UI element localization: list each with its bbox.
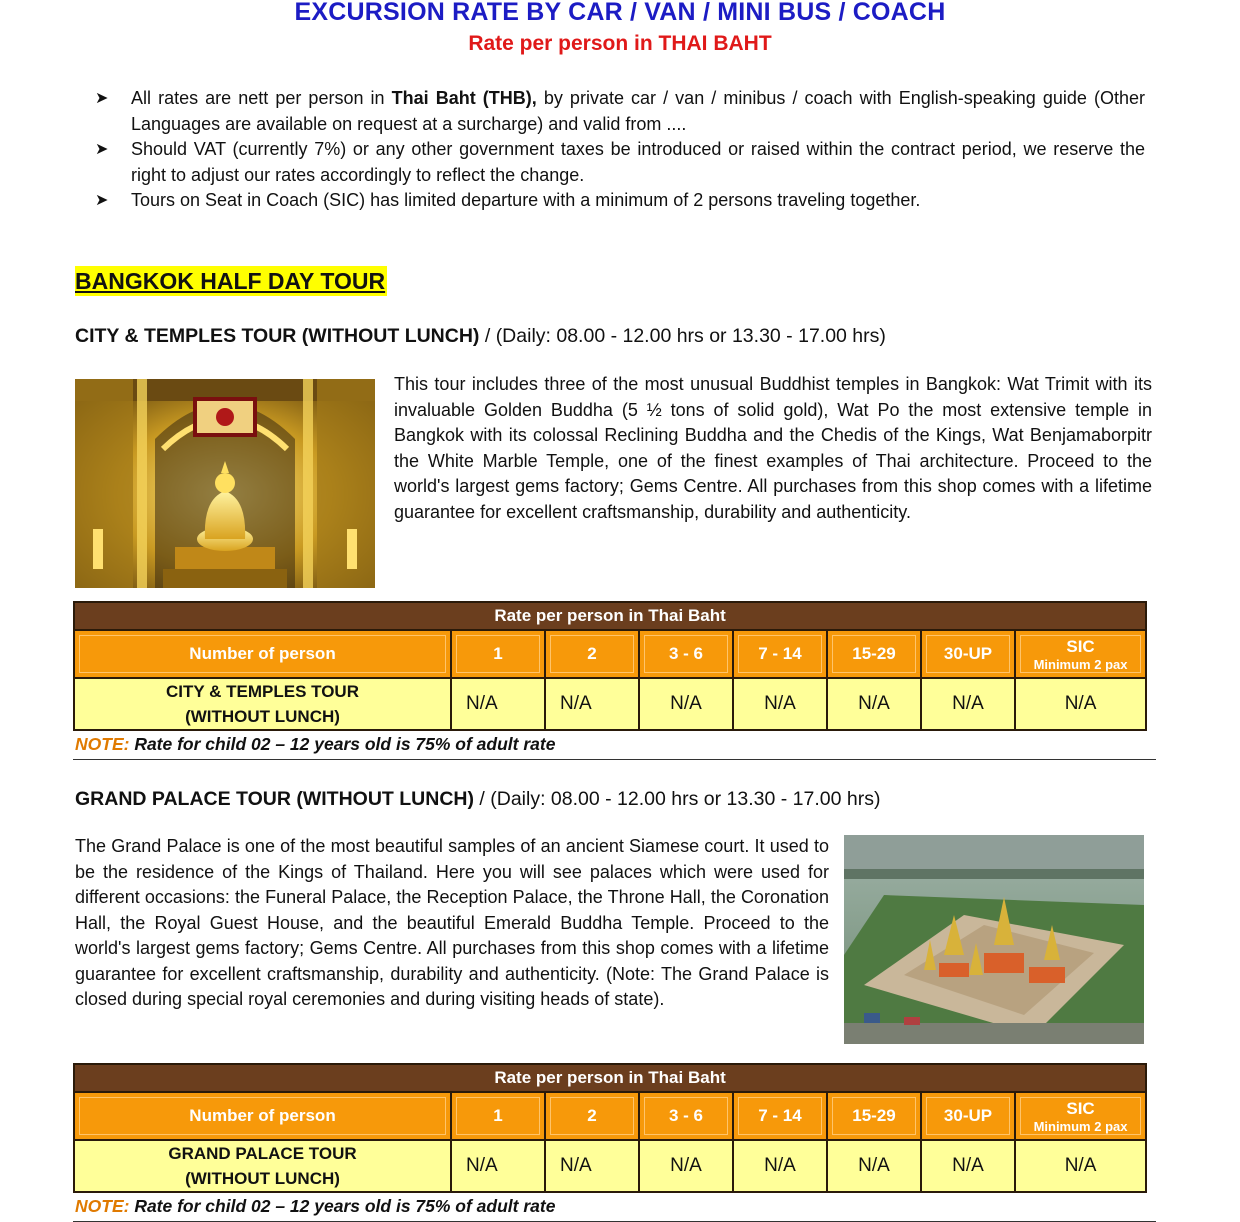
- terms-item: ➤ All rates are nett per person in Thai Baht (THB), by private car / van / minibus / coach with English-speaking guide (Other Languages are available on request at a surcharge) and valid from ....: [95, 86, 1145, 137]
- rate-cell: N/A: [1015, 678, 1146, 730]
- column-header: 2: [545, 1092, 639, 1140]
- rate-table-caption: Rate per person in Thai Baht: [74, 1064, 1146, 1092]
- rate-cell: N/A: [827, 678, 921, 730]
- section-heading: BANGKOK HALF DAY TOUR: [75, 268, 386, 294]
- column-header: 3 - 6: [639, 1092, 733, 1140]
- tour-description: This tour includes three of the most unusual Buddhist temples in Bangkok: Wat Trimit with its invaluable Golden Buddha (5 ½ tons of solid gold), Wat Po the most extensive temple in Bangkok with its colossal Reclining Buddha and the Chedis of the Kings, Wat Benjamaborpitr the White Marble Temple, one of the finest examples of Thai architecture. Proceed to the world's largest gems factory; Gems Centre. All purchases from this shop comes with a lifetime guarantee for excellent craftsmanship, durability and authenticity.: [394, 374, 1152, 522]
- rate-cell: N/A: [1015, 1140, 1146, 1192]
- number-of-person-header: Number of person: [74, 630, 451, 678]
- rate-cell: N/A: [733, 678, 827, 730]
- column-header: 7 - 14: [733, 1092, 827, 1140]
- column-header: 15-29: [827, 630, 921, 678]
- rate-cell: N/A: [921, 1140, 1015, 1192]
- rate-table-caption: Rate per person in Thai Baht: [74, 602, 1146, 630]
- number-of-person-header: Number of person: [74, 1092, 451, 1140]
- rate-table: [73, 1063, 1147, 1193]
- terms-item: ➤ Tours on Seat in Coach (SIC) has limited departure with a minimum of 2 persons traveling together.: [95, 188, 1145, 214]
- rate-cell: N/A: [545, 1140, 639, 1192]
- sic-column-header: SIC Minimum 2 pax: [1015, 630, 1146, 678]
- document-title: EXCURSION RATE BY CAR / VAN / MINI BUS / COACH: [294, 0, 946, 26]
- right-arrow-icon: ➤: [95, 90, 109, 107]
- rate-cell: N/A: [451, 1140, 545, 1192]
- right-arrow-icon: ➤: [95, 192, 109, 209]
- column-header: 2: [545, 630, 639, 678]
- tour-heading: CITY & TEMPLES TOUR (WITHOUT LUNCH) / (Daily: 08.00 - 12.00 hrs or 13.30 - 17.00 hrs): [75, 325, 886, 347]
- rate-cell: N/A: [639, 678, 733, 730]
- column-header: 3 - 6: [639, 630, 733, 678]
- rate-cell: N/A: [733, 1140, 827, 1192]
- rate-cell: N/A: [451, 678, 545, 730]
- tour-description: The Grand Palace is one of the most beautiful samples of an ancient Siamese court. It used to be the residence of the Kings of Thailand. Here you will see palaces which were used for different occasions: the Funeral Palace, the Reception Palace, the Throne Hall, the Coronation Hall, the Royal Guest House, and the beautiful Emerald Buddha Temple. Proceed to the world's largest gems factory; Gems Centre. All purchases from this shop comes with a lifetime guarantee for excellent craftsmanship, durability and authenticity. (Note: The Grand Palace is closed during special royal ceremonies and during visiting heads of state).: [75, 836, 829, 1009]
- tour-name-cell: GRAND PALACE TOUR (WITHOUT LUNCH): [74, 1140, 451, 1192]
- sic-column-header: SIC Minimum 2 pax: [1015, 1092, 1146, 1140]
- child-rate-note: NOTE: Rate for child 02 – 12 years old is 75% of adult rate: [75, 1196, 556, 1216]
- golden-buddha-temple-photo: [75, 379, 375, 588]
- tour-heading: GRAND PALACE TOUR (WITHOUT LUNCH) / (Daily: 08.00 - 12.00 hrs or 13.30 - 17.00 hrs): [75, 788, 881, 810]
- column-header: 1: [451, 630, 545, 678]
- tour-name-cell: CITY & TEMPLES TOUR (WITHOUT LUNCH): [74, 678, 451, 730]
- section-divider: [73, 759, 1156, 760]
- document-subtitle: Rate per person in THAI BAHT: [468, 32, 772, 55]
- grand-palace-aerial-photo: [844, 835, 1144, 1044]
- rate-cell: N/A: [827, 1140, 921, 1192]
- child-rate-note: NOTE: Rate for child 02 – 12 years old is 75% of adult rate: [75, 734, 556, 754]
- column-header: 15-29: [827, 1092, 921, 1140]
- rate-cell: N/A: [639, 1140, 733, 1192]
- rate-cell: N/A: [921, 678, 1015, 730]
- column-header: 30-UP: [921, 1092, 1015, 1140]
- column-header: 1: [451, 1092, 545, 1140]
- right-arrow-icon: ➤: [95, 141, 109, 158]
- terms-list: [95, 86, 1145, 214]
- rate-table: [73, 601, 1147, 731]
- terms-item: ➤ Should VAT (currently 7%) or any other government taxes be introduced or raised within the contract period, we reserve the right to adjust our rates accordingly to reflect the change.: [95, 137, 1145, 188]
- rate-cell: N/A: [545, 678, 639, 730]
- column-header: 30-UP: [921, 630, 1015, 678]
- column-header: 7 - 14: [733, 630, 827, 678]
